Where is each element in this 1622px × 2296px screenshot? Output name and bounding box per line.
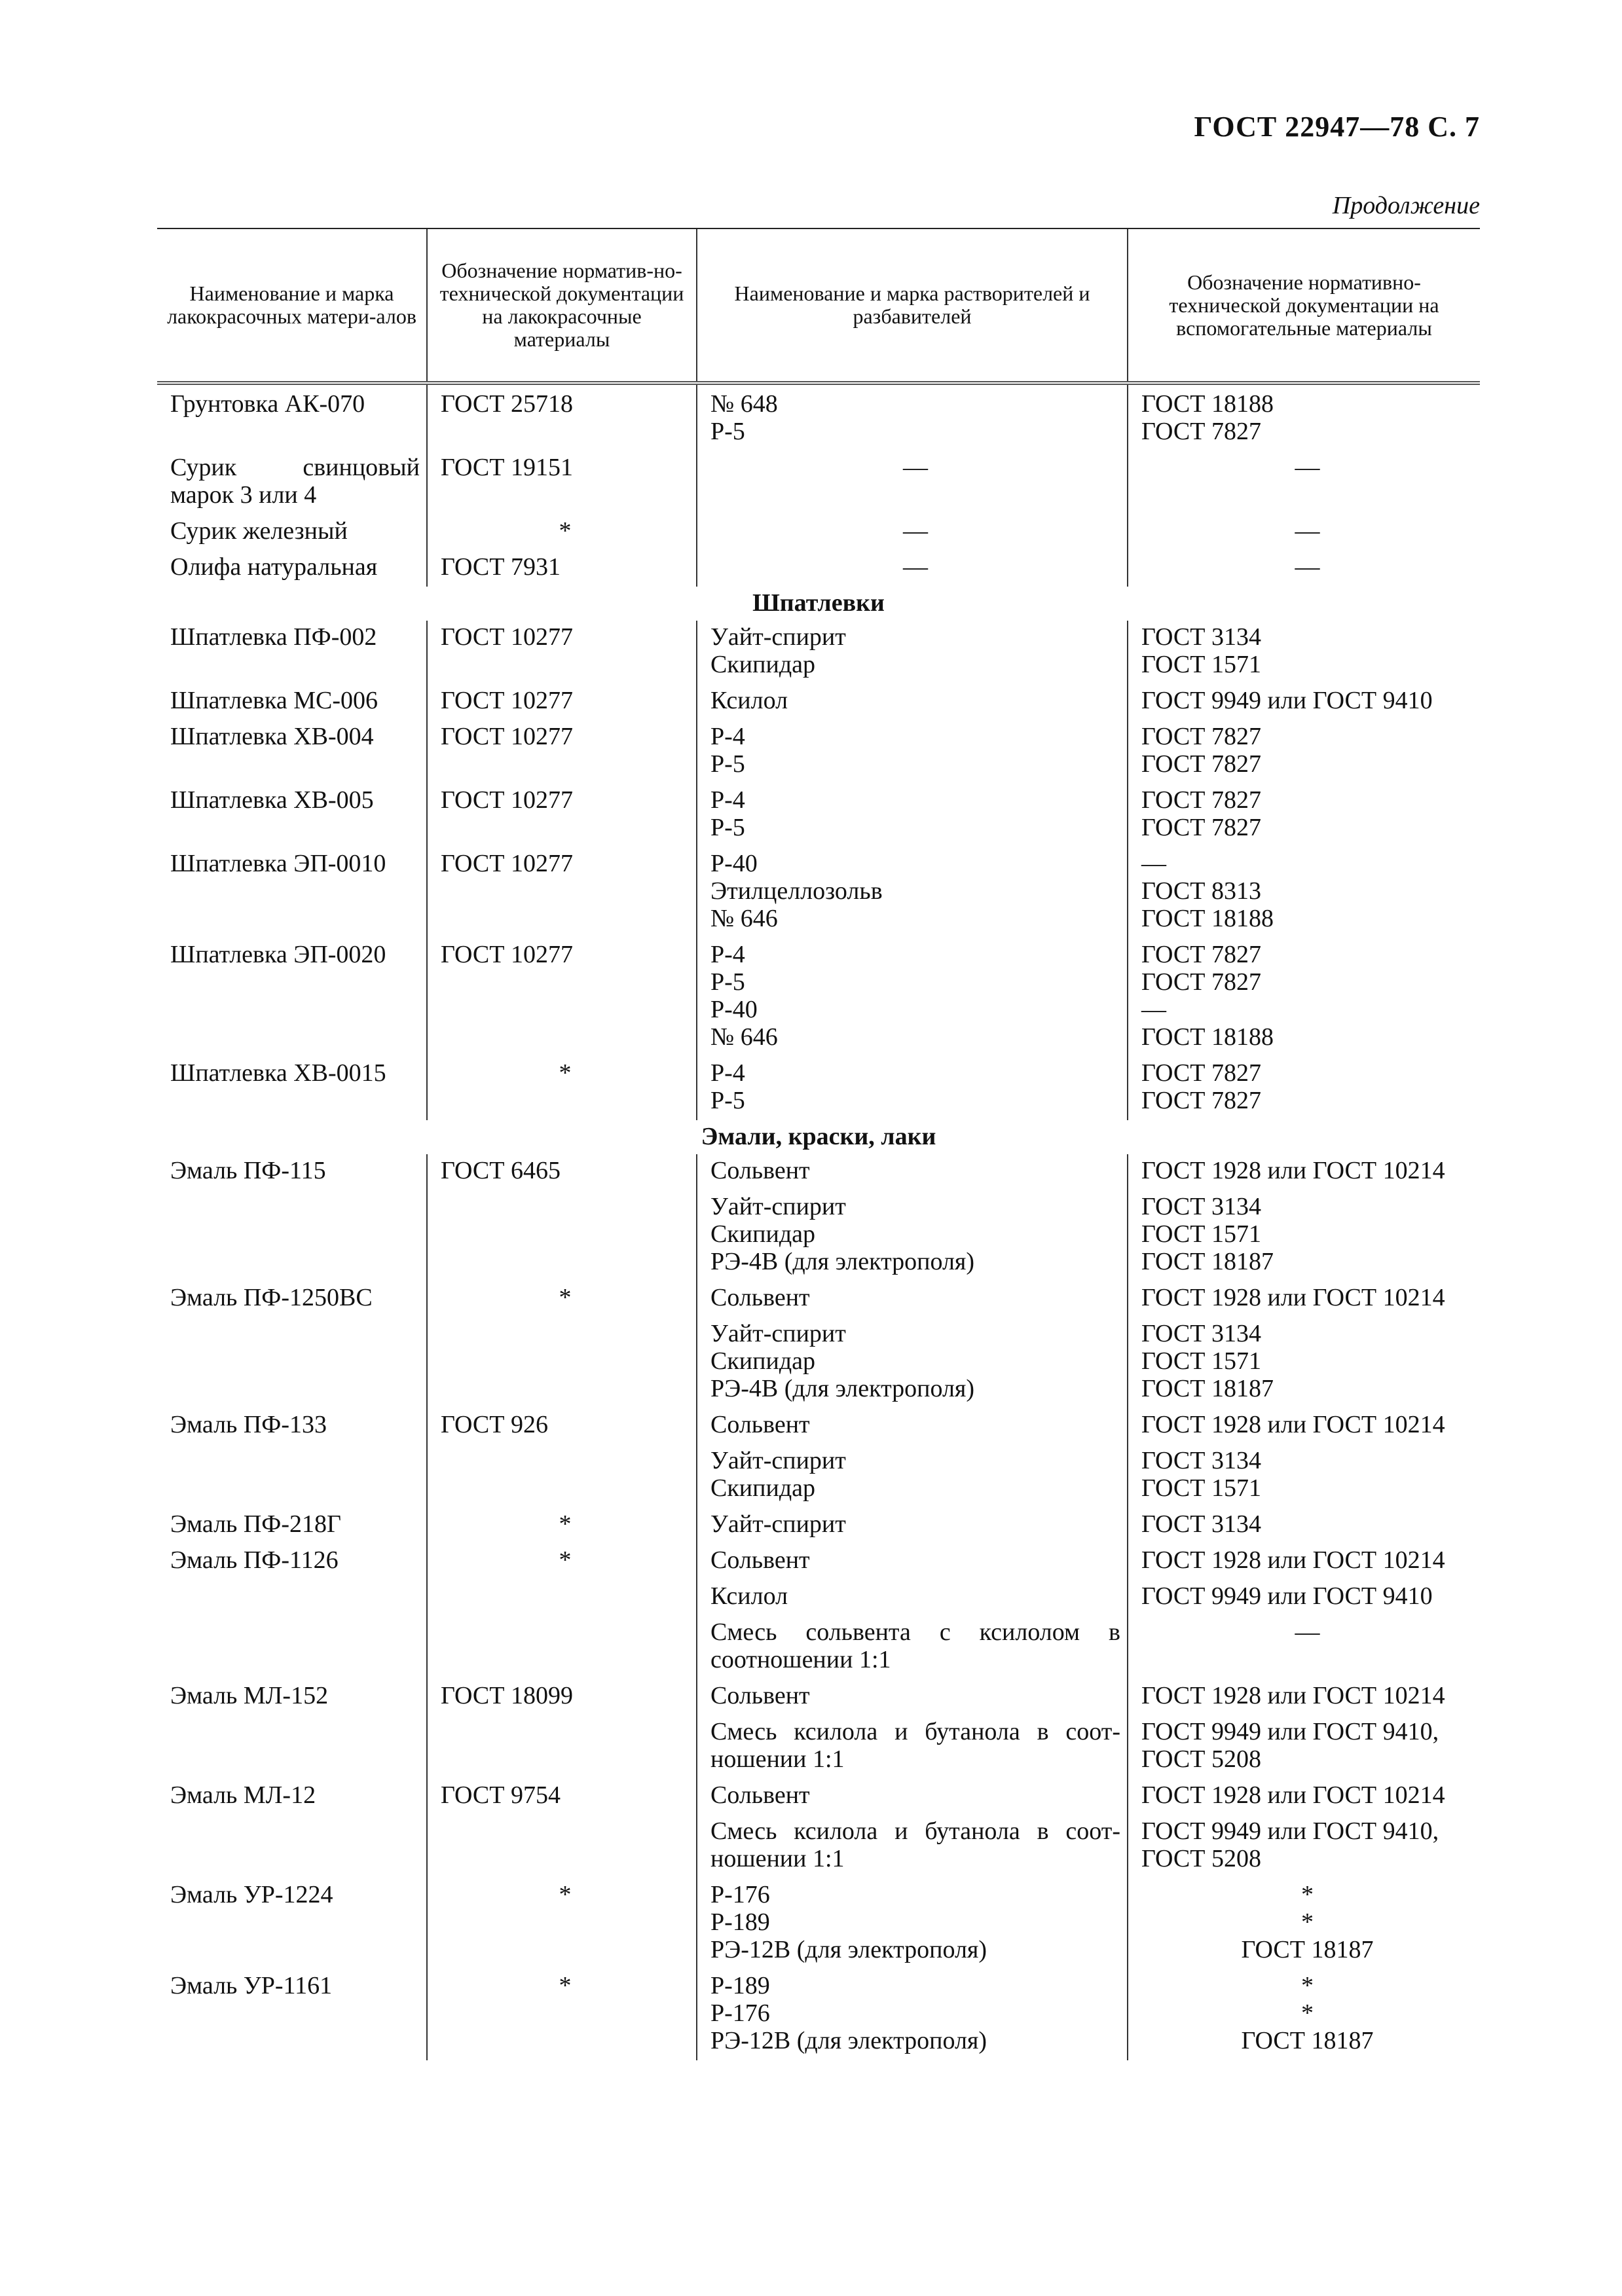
section-heading-row <box>157 587 1480 621</box>
solvent-name: Сольвент <box>697 1679 1128 1715</box>
solvent-name: Сольвент <box>697 1154 1128 1190</box>
material-name: Олифа натуральная <box>170 553 378 581</box>
material-name: Сурик свинцовый марок 3 или 4 <box>170 454 420 509</box>
solvent-name: Ксилол <box>697 684 1128 720</box>
solvent-name: Р-4 Р-5 <box>697 1057 1128 1120</box>
solvent-name: Смесь ксилола и бутанола в соот-ношении 1:1 <box>697 1815 1128 1878</box>
solvent-standard: * * ГОСТ 18187 <box>1128 1878 1480 1969</box>
solvent-name: Р-176 Р-189 РЭ-12В (для электрополя) <box>697 1878 1128 1969</box>
solvent-name: — <box>697 451 1128 515</box>
solvent-name: Р-40 Этилцеллозольв № 646 <box>697 847 1128 938</box>
section-heading-row <box>157 1120 1480 1154</box>
solvent-name: Сольвент <box>697 1408 1128 1444</box>
solvent-name: Р-4 Р-5 Р-40 № 646 <box>697 938 1128 1057</box>
material-standard: * <box>427 1878 697 1969</box>
table-row <box>157 1154 1480 1190</box>
column-header: Обозначение нормативно-технической документации на вспомогательные материалы <box>1128 228 1480 383</box>
material-name: Эмаль УР-1224 <box>170 1881 333 1908</box>
solvent-standard: * * ГОСТ 18187 <box>1128 1969 1480 2060</box>
table-row <box>157 551 1480 587</box>
table-header-row <box>157 228 1480 383</box>
solvent-standard: ГОСТ 18188 ГОСТ 7827 <box>1128 383 1480 451</box>
solvent-standard: ГОСТ 9949 или ГОСТ 9410, ГОСТ 5208 <box>1128 1815 1480 1878</box>
material-name: Шпатлевка ХВ-005 <box>170 786 374 814</box>
solvent-standard: ГОСТ 9949 или ГОСТ 9410 <box>1128 1580 1480 1616</box>
solvent-standard: ГОСТ 9949 или ГОСТ 9410 <box>1128 684 1480 720</box>
solvent-standard: ГОСТ 3134 ГОСТ 1571 ГОСТ 18187 <box>1128 1317 1480 1408</box>
table-row <box>157 1679 1480 1715</box>
continuation-label: Продолжение <box>1332 192 1480 219</box>
solvent-standard: ГОСТ 3134 <box>1128 1508 1480 1544</box>
material-standard: ГОСТ 19151 <box>427 451 697 515</box>
material-standard: * <box>427 1281 697 1317</box>
solvent-name: — <box>697 551 1128 587</box>
table-row <box>157 1779 1480 1815</box>
table-row <box>157 1508 1480 1544</box>
table-row <box>157 1715 1480 1779</box>
table-row <box>157 1408 1480 1444</box>
table-row <box>157 1317 1480 1408</box>
material-name <box>157 1815 427 1878</box>
table-row <box>157 1444 1480 1508</box>
material-name: Эмаль ПФ-133 <box>170 1411 327 1438</box>
solvent-name: Ксилол <box>697 1580 1128 1616</box>
materials-table <box>157 228 1480 2060</box>
table-row <box>157 684 1480 720</box>
material-standard: ГОСТ 10277 <box>427 720 697 784</box>
material-name: Шпатлевка ЭП-0020 <box>170 941 386 968</box>
solvent-standard: ГОСТ 1928 или ГОСТ 10214 <box>1128 1408 1480 1444</box>
material-standard: ГОСТ 18099 <box>427 1679 697 1715</box>
material-standard: ГОСТ 10277 <box>427 784 697 847</box>
material-name: Шпатлевка ХВ-004 <box>170 723 374 750</box>
solvent-name: Сольвент <box>697 1281 1128 1317</box>
column-header: Наименование и марка растворителей и разбавителей <box>697 228 1128 383</box>
solvent-name: Смесь сольвента с ксилолом в соотношении 1:1 <box>697 1616 1128 1679</box>
solvent-standard: ГОСТ 7827 ГОСТ 7827 <box>1128 784 1480 847</box>
material-name: Шпатлевка ПФ-002 <box>170 623 377 651</box>
table-row <box>157 1057 1480 1120</box>
solvent-name: Сольвент <box>697 1779 1128 1815</box>
solvent-name: — <box>697 515 1128 551</box>
solvent-standard: — ГОСТ 8313 ГОСТ 18188 <box>1128 847 1480 938</box>
material-standard: ГОСТ 10277 <box>427 847 697 938</box>
table-row <box>157 1190 1480 1281</box>
solvent-name: Р-189 Р-176 РЭ-12В (для электрополя) <box>697 1969 1128 2060</box>
material-name <box>157 1715 427 1779</box>
solvent-name: Уайт-спирит Скипидар РЭ-4В (для электрополя) <box>697 1317 1128 1408</box>
material-name: Сурик железный <box>170 517 348 545</box>
material-standard <box>427 1317 697 1408</box>
material-name <box>157 1616 427 1679</box>
material-name <box>157 1444 427 1508</box>
section-heading: Шпатлевки <box>752 589 885 617</box>
material-standard <box>427 1190 697 1281</box>
material-standard: ГОСТ 9754 <box>427 1779 697 1815</box>
solvent-standard: — <box>1128 551 1480 587</box>
material-standard: * <box>427 515 697 551</box>
material-name: Эмаль УР-1161 <box>170 1972 333 1999</box>
table-row <box>157 1878 1480 1969</box>
table-row <box>157 784 1480 847</box>
solvent-standard: ГОСТ 3134 ГОСТ 1571 ГОСТ 18187 <box>1128 1190 1480 1281</box>
table-row <box>157 383 1480 451</box>
material-name: Эмаль МЛ-152 <box>170 1682 329 1709</box>
solvent-name: Р-4 Р-5 <box>697 720 1128 784</box>
material-standard <box>427 1580 697 1616</box>
solvent-standard: ГОСТ 3134 ГОСТ 1571 <box>1128 621 1480 684</box>
table-row <box>157 515 1480 551</box>
material-standard: ГОСТ 10277 <box>427 938 697 1057</box>
solvent-name: Уайт-спирит Скипидар <box>697 1444 1128 1508</box>
solvent-standard: ГОСТ 9949 или ГОСТ 9410, ГОСТ 5208 <box>1128 1715 1480 1779</box>
solvent-standard: ГОСТ 7827 ГОСТ 7827 <box>1128 1057 1480 1120</box>
material-standard: * <box>427 1057 697 1120</box>
material-standard <box>427 1444 697 1508</box>
table-row <box>157 1281 1480 1317</box>
table-row <box>157 1616 1480 1679</box>
table-row <box>157 1544 1480 1580</box>
material-standard: ГОСТ 6465 <box>427 1154 697 1190</box>
table-row <box>157 621 1480 684</box>
solvent-name: Уайт-спирит Скипидар РЭ-4В (для электрополя) <box>697 1190 1128 1281</box>
solvent-standard: ГОСТ 3134 ГОСТ 1571 <box>1128 1444 1480 1508</box>
material-standard <box>427 1815 697 1878</box>
solvent-standard: ГОСТ 1928 или ГОСТ 10214 <box>1128 1154 1480 1190</box>
material-standard: ГОСТ 7931 <box>427 551 697 587</box>
table-row <box>157 451 1480 515</box>
material-standard <box>427 1616 697 1679</box>
material-name: Эмаль ПФ-1126 <box>170 1546 339 1574</box>
solvent-standard: ГОСТ 1928 или ГОСТ 10214 <box>1128 1544 1480 1580</box>
material-standard: ГОСТ 10277 <box>427 684 697 720</box>
table-row <box>157 720 1480 784</box>
solvent-standard: ГОСТ 1928 или ГОСТ 10214 <box>1128 1679 1480 1715</box>
solvent-standard: — <box>1128 515 1480 551</box>
material-name: Эмаль ПФ-1250ВС <box>170 1284 373 1311</box>
table-row <box>157 938 1480 1057</box>
table-row <box>157 1815 1480 1878</box>
solvent-name: Уайт-спирит Скипидар <box>697 621 1128 684</box>
material-name: Шпатлевка ХВ-0015 <box>170 1059 386 1087</box>
solvent-name: Р-4 Р-5 <box>697 784 1128 847</box>
material-name: Эмаль МЛ-12 <box>170 1781 316 1809</box>
material-standard: ГОСТ 926 <box>427 1408 697 1444</box>
material-standard: * <box>427 1969 697 2060</box>
material-name: Грунтовка АК-070 <box>170 390 365 418</box>
table-row <box>157 1580 1480 1616</box>
material-standard: ГОСТ 25718 <box>427 383 697 451</box>
material-name: Эмаль ПФ-218Г <box>170 1510 341 1538</box>
material-standard: ГОСТ 10277 <box>427 621 697 684</box>
page-header: ГОСТ 22947—78 С. 7 <box>1194 111 1480 143</box>
solvent-standard: ГОСТ 1928 или ГОСТ 10214 <box>1128 1779 1480 1815</box>
material-standard <box>427 1715 697 1779</box>
table-row <box>157 847 1480 938</box>
solvent-name: Смесь ксилола и бутанола в соот-ношении 1:1 <box>697 1715 1128 1779</box>
material-name: Шпатлевка ЭП-0010 <box>170 850 386 877</box>
material-name: Шпатлевка МС-006 <box>170 687 378 714</box>
material-name <box>157 1580 427 1616</box>
solvent-name: Сольвент <box>697 1544 1128 1580</box>
column-header: Обозначение норматив-но-технической документации на лакокрасочные материалы <box>427 228 697 383</box>
solvent-name: № 648 Р-5 <box>697 383 1128 451</box>
table-row <box>157 1969 1480 2060</box>
column-header: Наименование и марка лакокрасочных матери-алов <box>157 228 427 383</box>
material-name <box>157 1317 427 1408</box>
solvent-standard: ГОСТ 7827 ГОСТ 7827 <box>1128 720 1480 784</box>
solvent-standard: ГОСТ 1928 или ГОСТ 10214 <box>1128 1281 1480 1317</box>
material-name <box>157 1190 427 1281</box>
solvent-standard: — <box>1128 1616 1480 1679</box>
solvent-standard: — <box>1128 451 1480 515</box>
solvent-name: Уайт-спирит <box>697 1508 1128 1544</box>
material-standard: * <box>427 1508 697 1544</box>
material-name: Эмаль ПФ-115 <box>170 1157 326 1184</box>
material-standard: * <box>427 1544 697 1580</box>
section-heading: Эмали, краски, лаки <box>701 1123 936 1150</box>
solvent-standard: ГОСТ 7827 ГОСТ 7827 — ГОСТ 18188 <box>1128 938 1480 1057</box>
